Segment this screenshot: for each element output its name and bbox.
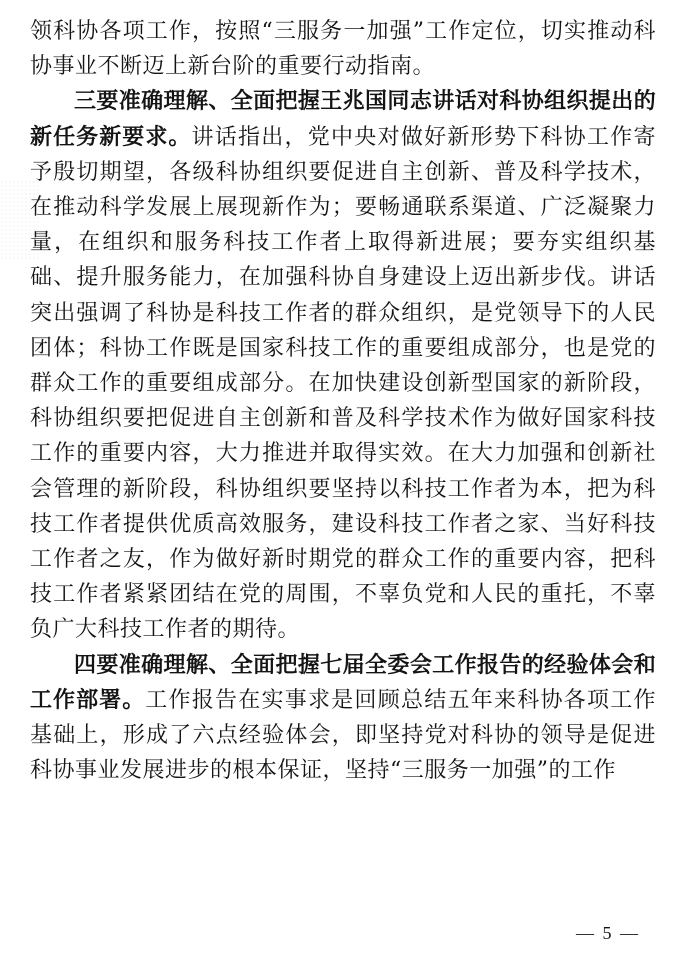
paragraph-3 bbox=[30, 648, 656, 789]
paragraph-1-body: 领科协各项工作，按照“三服务一加强”工作定位，切实推动科协事业不断迈上新台阶的重要行动指南。 bbox=[30, 19, 656, 80]
page-number: — 5 — bbox=[576, 923, 640, 943]
paragraph-2 bbox=[30, 84, 656, 647]
paragraph-2-heading: 三要准确理解、全面把握王兆国同志讲话对科协组织提出的新任务新要求。 bbox=[30, 89, 656, 150]
paragraph-3-heading: 四要准确理解、全面把握七届全委会工作报告的经验体会和工作部署。 bbox=[30, 652, 656, 713]
paragraph-1 bbox=[30, 14, 656, 84]
paragraph-2-body: 讲话指出，党中央对做好新形势下科协工作寄予殷切期望，各级科协组织要促进自主创新、普及科学技术，在推动科学发展上展现新作为；要畅通联系渠道、广泛凝聚力量，在组织和服务科技工作者上取得新进展；要夯实组织基础、提升服务能力，在加强科协自身建设上迈出新步伐。讲话突出强调了科协是科技工作者的群众组织，是党领导下的人民团体；科协工作既是国家科技工作的重要组成部分，也是党的群众工作的重要组成部分。在加快建设创新型国家的新阶段，科协组织要把促进自主创新和普及科学技术作为做好国家科技工作的重要内容，大力推进并取得实效。在大力加强和创新社会管理的新阶段，科协组织要坚持以科技工作者为本，把为科技工作者提供优质高效服务，建设科技工作者之家、当好科技工作者之友，作为做好新时期党的群众工作的重要内容，把科技工作者紧紧团结在党的周围，不辜负党和人民的重托，不辜负广大科技工作者的期待。 bbox=[30, 124, 656, 643]
body-text bbox=[30, 14, 656, 788]
paragraph-3-body: 工作报告在实事求是回顾总结五年来科协各项工作基础上，形成了六点经验体会，即坚持党对科协的领导是促进科协事业发展进步的根本保证，坚持“三服务一加强”的工作 bbox=[30, 687, 656, 784]
